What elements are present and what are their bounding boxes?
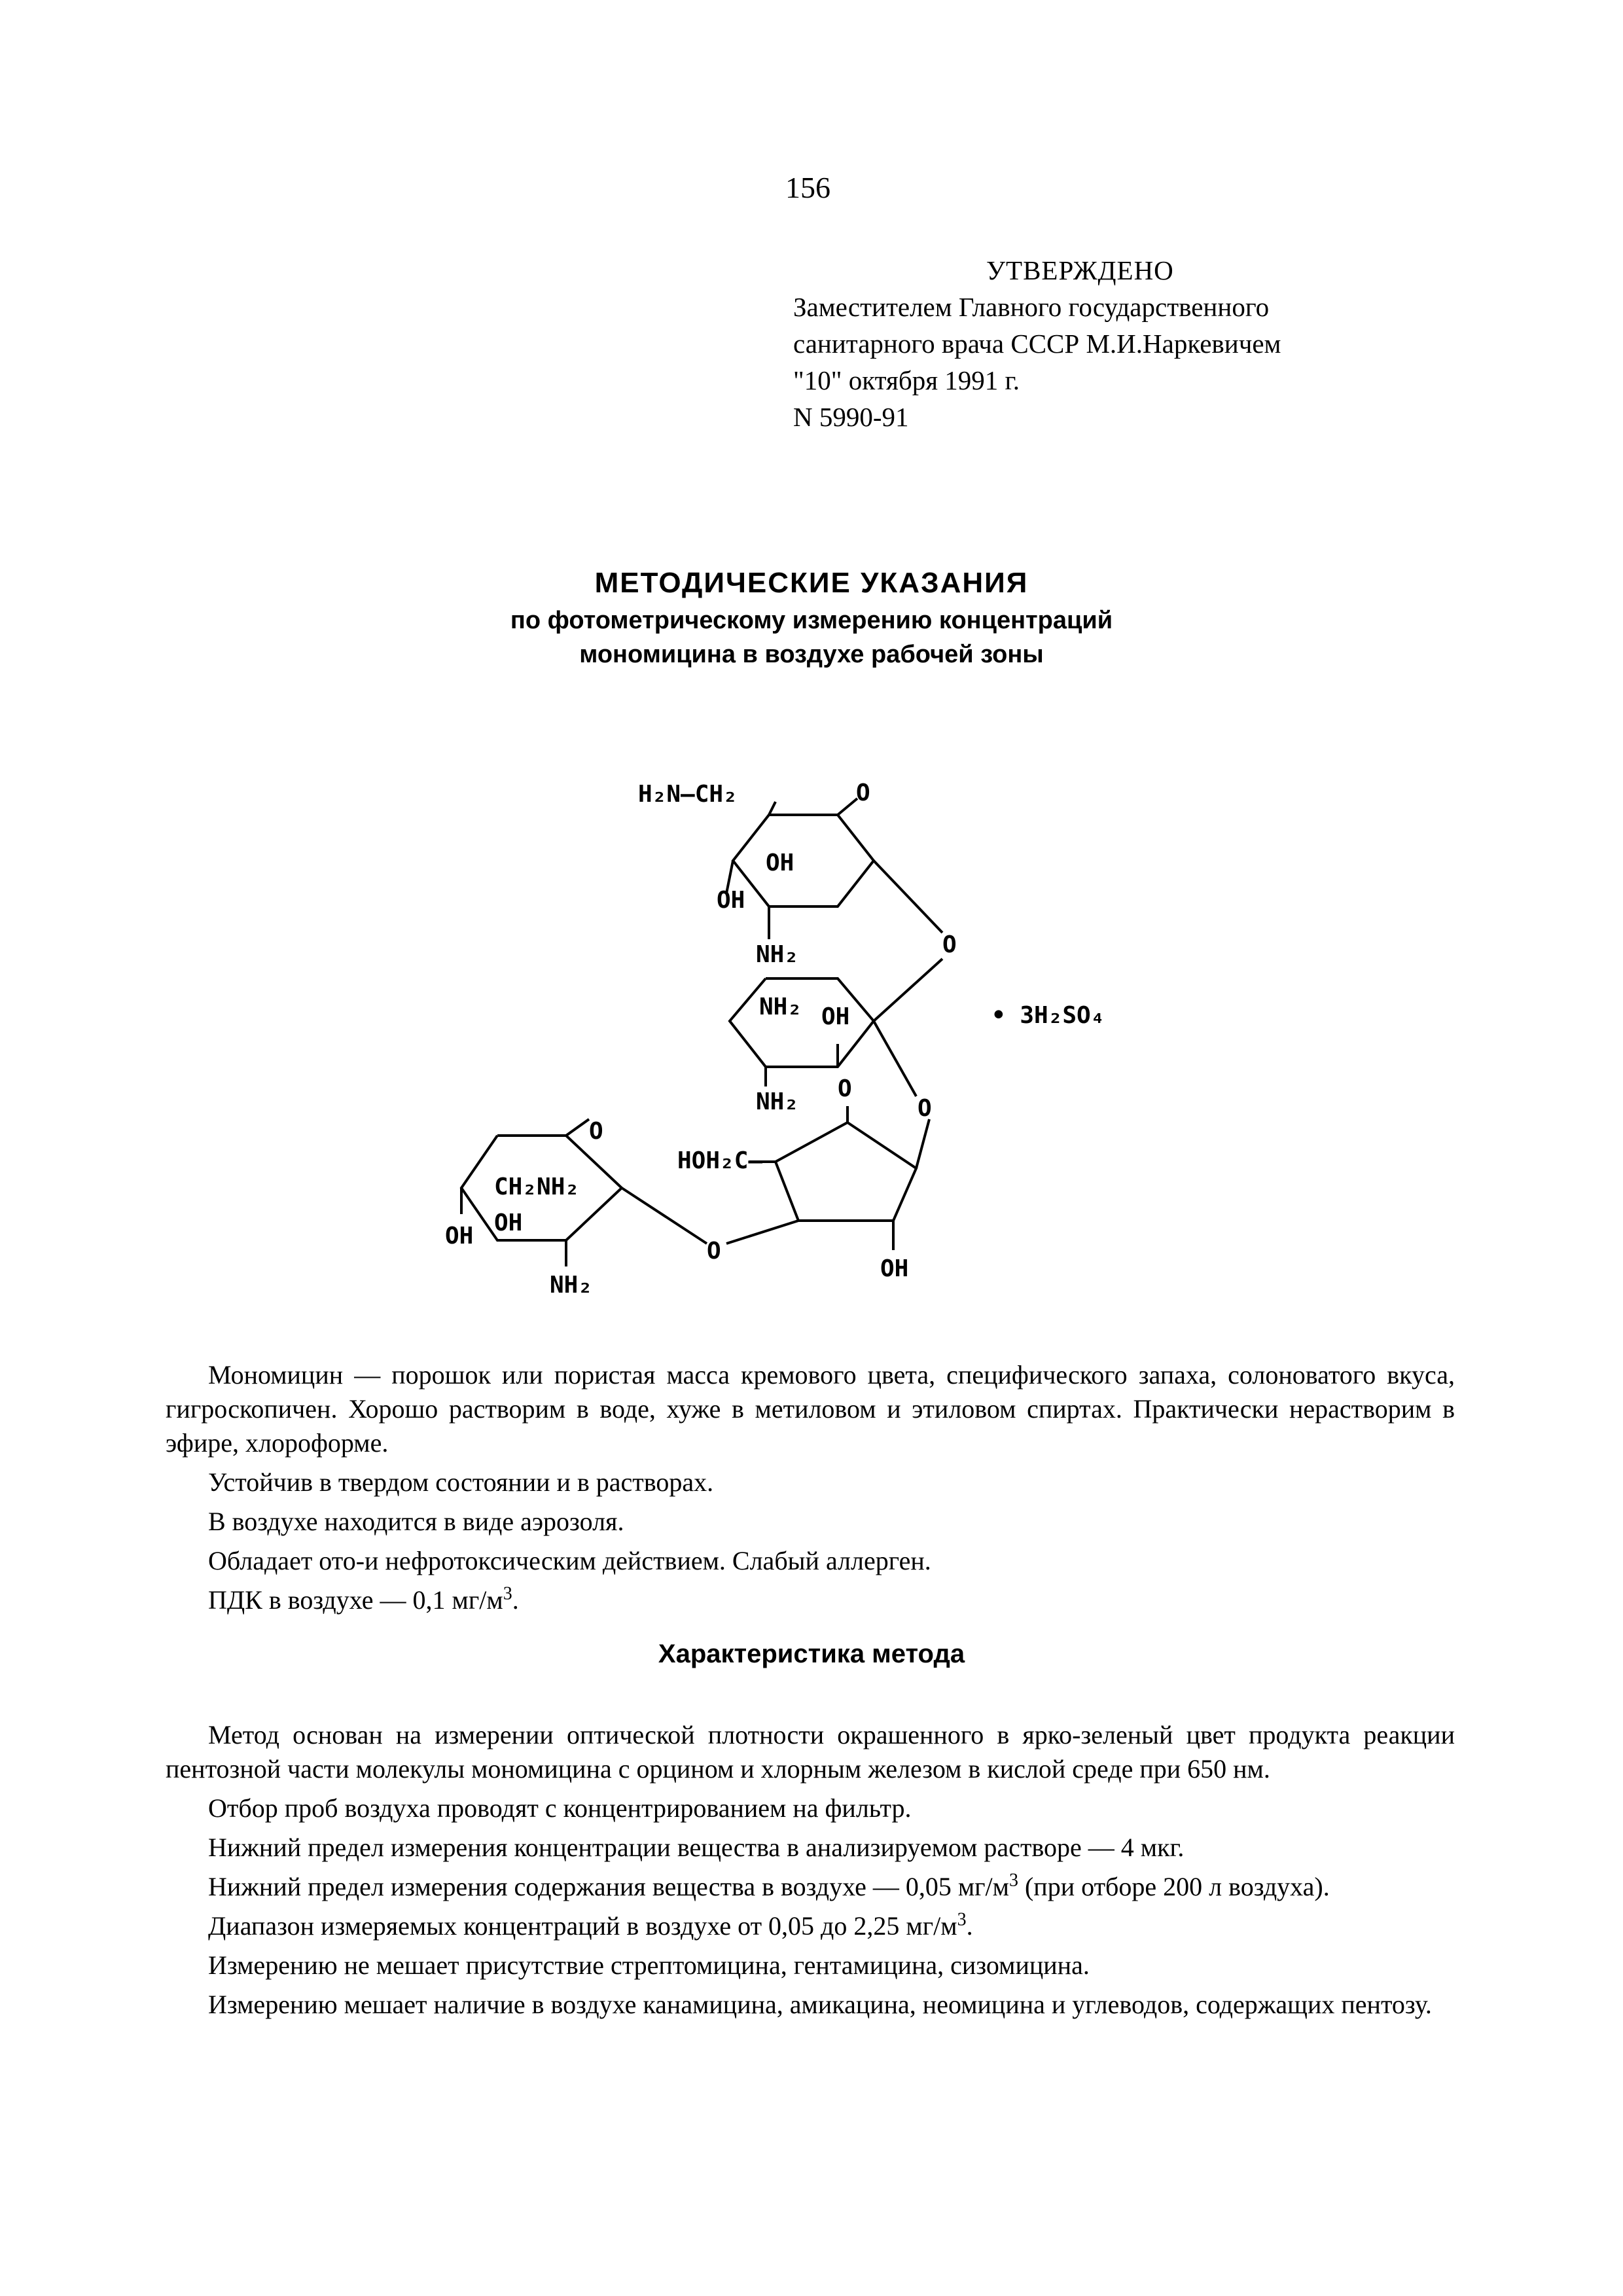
formula-ch2nh2: CH₂NH₂ <box>494 1174 580 1200</box>
formula-oh-1: OH <box>766 850 794 876</box>
title-main: МЕТОДИЧЕСКИЕ УКАЗАНИЯ <box>594 567 1029 599</box>
approval-line-4: N 5990-91 <box>793 402 909 432</box>
approval-line-1: Заместителем Главного государственного <box>793 292 1270 322</box>
method-paragraph-1: Метод основан на измерении оптической плотности окрашенного в ярко-зеленый цвет продукта реакции пентозной части молекулы мономицина с орцином и хлорным железом в кислой среде при 650 нм. <box>166 1720 1455 1784</box>
title-sub-1: по фотометрическому измерению концентраций <box>510 607 1113 634</box>
method-paragraph-3: Нижний предел измерения концентрации вещества в анализируемом растворе — 4 мкг. <box>208 1833 1185 1862</box>
method-paragraph-2: Отбор проб воздуха проводят с концентрированием на фильтр. <box>208 1793 912 1823</box>
method-p4-text: Нижний предел измерения содержания вещества в воздухе — 0,05 мг/м <box>208 1872 1009 1901</box>
formula-o-2: O <box>942 931 957 958</box>
formula-nh2-2: NH₂ <box>759 994 802 1020</box>
approval-title: УТВЕРЖДЕНО <box>986 255 1174 285</box>
formula-nh2-3: NH₂ <box>756 1088 799 1115</box>
formula-nh2-4: NH₂ <box>550 1272 593 1299</box>
section-title: Характеристика метода <box>658 1640 965 1668</box>
title-sub-2: мономицина в воздухе рабочей зоны <box>579 641 1044 668</box>
method-p5-superscript: 3 <box>957 1909 967 1930</box>
formula-oh-4: OH <box>494 1210 523 1236</box>
formula-oh-3: OH <box>821 1003 850 1030</box>
approval-line-2: санитарного врача СССР М.И.Наркевичем <box>793 329 1281 359</box>
formula-o-4: O <box>918 1095 932 1122</box>
description-paragraph-5 <box>166 1583 1455 1617</box>
formula-oh-2: OH <box>717 887 745 914</box>
mac-superscript: 3 <box>503 1583 512 1604</box>
structural-formula <box>419 762 1152 1325</box>
approval-line-3: "10" октября 1991 г. <box>793 365 1020 395</box>
description-section <box>166 1358 1455 1623</box>
approval-block <box>793 252 1281 435</box>
description-paragraph-4: Обладает ото-и нефротоксическим действием. Слабый аллерген. <box>208 1546 931 1575</box>
page-number: 156 <box>785 171 830 204</box>
formula-o-5: O <box>589 1118 603 1145</box>
method-paragraph-7: Измерению мешает наличие в воздухе канамицина, амикацина, неомицина и углеводов, содержащих пентозу. <box>208 1990 1432 2019</box>
formula-o-6: O <box>707 1238 721 1265</box>
description-paragraph-3: В воздухе находится в виде аэрозоля. <box>208 1507 624 1536</box>
formula-hoh2c: HOH₂C— <box>677 1147 763 1174</box>
description-paragraph-2: Устойчив в твердом состоянии и в растворах. <box>208 1467 714 1497</box>
method-p5-text: Диапазон измеряемых концентраций в воздухе от 0,05 до 2,25 мг/м <box>208 1911 957 1941</box>
mac-text: ПДК в воздухе — 0,1 мг/м <box>208 1585 503 1615</box>
formula-salt: • 3H₂SO₄ <box>991 1002 1105 1029</box>
description-paragraph-1: Мономицин — порошок или пористая масса кремового цвета, специфического запаха, солоноватого вкуса, гигроскопичен. Хорошо растворим в воде, хуже в метиловом и этиловом спиртах. Практически нерастворим в эфире, хлороформе. <box>166 1360 1455 1458</box>
formula-labels <box>445 780 1105 1299</box>
method-paragraph-4 <box>166 1870 1455 1904</box>
formula-nh2-1: NH₂ <box>756 941 799 968</box>
method-p4-end: (при отборе 200 л воздуха). <box>1018 1872 1330 1901</box>
method-p5-end: . <box>966 1911 973 1941</box>
formula-h2n-ch2: H₂N—CH₂ <box>638 781 738 808</box>
formula-o-1: O <box>856 780 870 806</box>
method-p4-superscript: 3 <box>1008 1870 1018 1891</box>
formula-oh-6: OH <box>880 1255 909 1282</box>
method-section <box>166 1718 1455 2027</box>
document-title <box>0 563 1623 672</box>
formula-oh-5: OH <box>445 1223 474 1249</box>
formula-o-3: O <box>838 1075 852 1102</box>
method-paragraph-6: Измерению не мешает присутствие стрептомицина, гентамицина, сизомицина. <box>208 1950 1090 1980</box>
method-paragraph-5 <box>166 1909 1455 1943</box>
mac-end: . <box>512 1585 519 1615</box>
